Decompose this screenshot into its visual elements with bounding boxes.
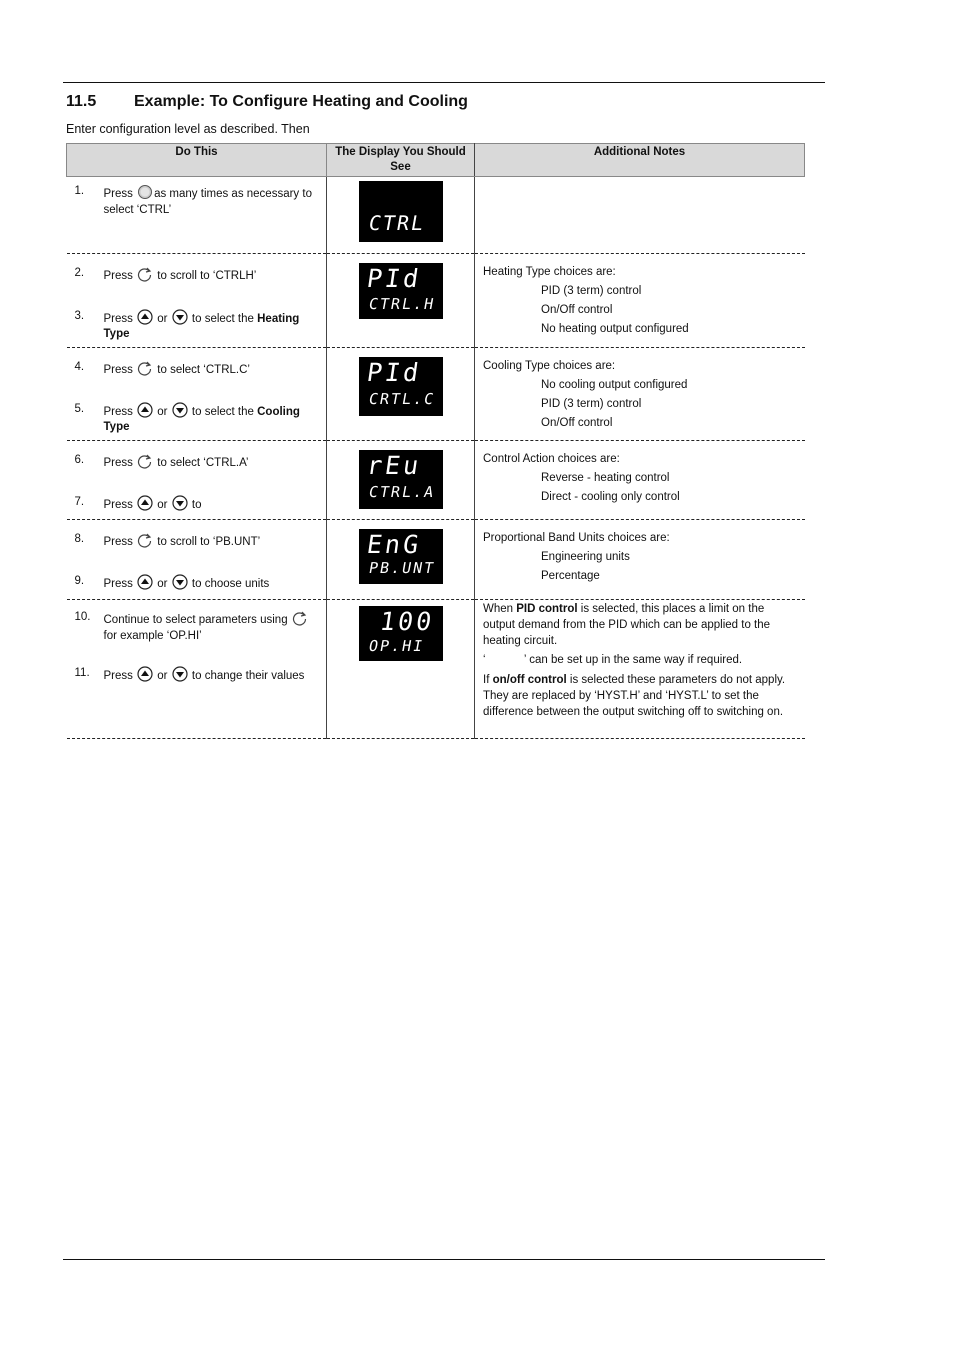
step-text: or bbox=[154, 498, 171, 511]
step-number: 2. bbox=[74, 267, 85, 279]
page-button-icon bbox=[136, 184, 154, 200]
table-row bbox=[67, 520, 805, 600]
raise-button-icon bbox=[136, 666, 154, 682]
scroll-button-icon bbox=[136, 360, 154, 376]
header-do-this: Do This bbox=[67, 144, 327, 177]
step-text: to select ‘CTRL.A’ bbox=[154, 457, 249, 469]
notes-bold-text: PID control bbox=[516, 603, 578, 615]
step-text: to select the bbox=[188, 405, 258, 418]
scroll-button-icon bbox=[136, 453, 154, 469]
notes-item: No cooling output configured bbox=[541, 379, 688, 391]
notes-item: On/Off control bbox=[541, 417, 613, 429]
raise-button-icon bbox=[136, 309, 154, 325]
notes-block bbox=[483, 529, 805, 586]
step-number: 1. bbox=[74, 185, 85, 197]
notes-block bbox=[483, 263, 805, 339]
step-text: or bbox=[154, 312, 171, 325]
step-number: 10. bbox=[74, 611, 91, 623]
steps-table bbox=[66, 143, 805, 739]
notes-cell bbox=[475, 441, 805, 520]
notes-cell bbox=[475, 254, 805, 348]
notes-block bbox=[483, 450, 805, 507]
step-number: 6. bbox=[74, 454, 85, 466]
notes-cell bbox=[475, 600, 805, 739]
step-item bbox=[67, 360, 327, 379]
notes-paragraph: ‘ ’ can be set up in the same way if required. bbox=[483, 654, 743, 667]
top-rule bbox=[63, 82, 825, 83]
step-number: 9. bbox=[74, 574, 85, 587]
step-item bbox=[67, 532, 327, 551]
notes-text: When bbox=[483, 603, 517, 615]
lcd-top: PId bbox=[364, 264, 423, 293]
notes-bold-text: on/off control bbox=[492, 674, 567, 687]
do-this-cell bbox=[67, 348, 327, 441]
lower-button-icon bbox=[171, 495, 189, 511]
step-text: Press bbox=[103, 270, 137, 282]
step-number: 11. bbox=[74, 667, 90, 679]
step-item bbox=[67, 666, 327, 685]
display-cell bbox=[327, 600, 475, 739]
notes-item: Percentage bbox=[541, 570, 600, 582]
notes-title: Control Action choices are: bbox=[483, 453, 620, 465]
step-number: 7. bbox=[74, 495, 85, 508]
lcd-bottom: OP.HI bbox=[366, 637, 426, 655]
step-text: Press bbox=[103, 312, 137, 325]
intro-text: Enter configuration level as described. Then bbox=[66, 122, 310, 136]
lcd-top: EnG bbox=[364, 530, 423, 559]
display-cell bbox=[327, 348, 475, 441]
lcd-bottom: CRTL.C bbox=[366, 390, 437, 408]
step-number: 8. bbox=[74, 533, 85, 545]
notes-block bbox=[483, 602, 805, 721]
step-text: to select the bbox=[188, 312, 258, 325]
header-display: The Display You Should See bbox=[327, 144, 475, 177]
do-this-cell bbox=[67, 520, 327, 600]
lower-button-icon bbox=[171, 574, 189, 590]
lower-button-icon bbox=[171, 666, 189, 682]
step-text: as many times as necessary to select ‘CTRL’ bbox=[103, 188, 312, 216]
notes-item: No heating output configured bbox=[541, 323, 689, 335]
do-this-cell bbox=[67, 441, 327, 520]
step-item bbox=[67, 402, 327, 436]
step-text: Press bbox=[103, 405, 137, 418]
lower-button-icon bbox=[171, 402, 189, 418]
notes-text: is selected these parameters do not apply. They are replaced by ‘HYST.H’ and ‘HYST.L’ to set the difference between the output switching off to switching on. bbox=[483, 674, 786, 718]
raise-button-icon bbox=[136, 402, 154, 418]
table-row bbox=[67, 177, 805, 254]
step-item bbox=[67, 266, 327, 285]
raise-button-icon bbox=[136, 495, 154, 511]
table-row bbox=[67, 254, 805, 348]
step-text: to scroll to ‘CTRLH’ bbox=[154, 270, 257, 282]
table-row bbox=[67, 600, 805, 739]
step-text: Press bbox=[103, 536, 137, 548]
step-item bbox=[67, 610, 327, 644]
lcd-display bbox=[359, 181, 443, 242]
step-text: for example ‘OP.HI’ bbox=[103, 629, 202, 642]
step-bold-text: Cooling Type bbox=[103, 405, 300, 433]
step-text: to scroll to ‘PB.UNT’ bbox=[154, 536, 261, 548]
notes-cell bbox=[475, 348, 805, 441]
do-this-cell bbox=[67, 177, 327, 254]
lcd-bottom: CTRL bbox=[366, 211, 427, 235]
display-cell bbox=[327, 520, 475, 600]
display-cell bbox=[327, 254, 475, 348]
section-number: 11.5 bbox=[66, 93, 97, 110]
lcd-bottom: PB.UNT bbox=[366, 559, 437, 577]
step-item bbox=[67, 453, 327, 472]
step-text: Press bbox=[103, 577, 137, 590]
lcd-top: 100 bbox=[378, 607, 437, 636]
step-text: to select ‘CTRL.C’ bbox=[154, 364, 250, 376]
lcd-display bbox=[359, 606, 443, 661]
do-this-cell bbox=[67, 600, 327, 739]
notes-item: On/Off control bbox=[541, 304, 613, 316]
step-text: to bbox=[188, 498, 202, 511]
header-notes: Additional Notes bbox=[475, 144, 805, 177]
do-this-cell bbox=[67, 254, 327, 348]
step-text: or bbox=[154, 670, 171, 682]
notes-cell bbox=[475, 177, 805, 254]
step-item bbox=[67, 574, 327, 593]
table-row bbox=[67, 441, 805, 520]
notes-title: Heating Type choices are: bbox=[483, 266, 616, 278]
section-title: Example: To Configure Heating and Cooling bbox=[134, 93, 468, 110]
lcd-display bbox=[359, 450, 443, 509]
notes-cell bbox=[475, 520, 805, 600]
display-cell bbox=[327, 177, 475, 254]
notes-paragraph bbox=[483, 673, 791, 720]
table-row bbox=[67, 348, 805, 441]
scroll-button-icon bbox=[291, 610, 309, 626]
notes-block bbox=[483, 357, 805, 433]
notes-paragraph bbox=[483, 602, 791, 649]
notes-title: Proportional Band Units choices are: bbox=[483, 532, 670, 544]
step-item bbox=[67, 495, 327, 514]
step-item bbox=[67, 309, 327, 343]
lcd-top: rEu bbox=[364, 451, 423, 480]
notes-item: PID (3 term) control bbox=[541, 285, 642, 297]
lcd-top: PId bbox=[364, 358, 423, 387]
raise-button-icon bbox=[136, 574, 154, 590]
scroll-button-icon bbox=[136, 266, 154, 282]
step-text: or bbox=[154, 405, 171, 418]
step-text: Continue to select parameters using bbox=[103, 614, 291, 626]
notes-item: Engineering units bbox=[541, 551, 630, 563]
step-text: Press bbox=[103, 457, 137, 469]
step-item bbox=[67, 184, 327, 218]
step-number: 4. bbox=[74, 361, 85, 373]
lcd-display bbox=[359, 357, 443, 416]
scroll-button-icon bbox=[136, 532, 154, 548]
lower-button-icon bbox=[171, 309, 189, 325]
display-cell bbox=[327, 441, 475, 520]
lcd-display bbox=[359, 529, 443, 584]
lcd-display bbox=[359, 263, 443, 319]
step-text: or bbox=[154, 577, 171, 590]
bottom-rule bbox=[63, 1259, 825, 1260]
notes-text: is selected, this places a limit on the output demand from the PID which can be applied to the heating circuit. bbox=[483, 603, 771, 647]
step-text: Press bbox=[103, 364, 137, 376]
step-text: Press bbox=[103, 188, 137, 200]
step-text: Press bbox=[103, 670, 137, 682]
notes-title: Cooling Type choices are: bbox=[483, 360, 616, 372]
step-text: to change their values bbox=[188, 670, 305, 682]
step-bold-text: Heating Type bbox=[103, 312, 300, 340]
lcd-bottom: CTRL.A bbox=[366, 483, 437, 501]
step-number: 3. bbox=[74, 309, 85, 322]
step-number: 5. bbox=[74, 402, 85, 415]
step-text: to choose units bbox=[188, 577, 270, 590]
notes-item: Direct - cooling only control bbox=[541, 491, 680, 503]
step-text: Press bbox=[103, 498, 137, 511]
notes-text: If bbox=[483, 674, 493, 687]
notes-item: Reverse - heating control bbox=[541, 472, 670, 484]
notes-item: PID (3 term) control bbox=[541, 398, 642, 410]
lcd-bottom: CTRL.H bbox=[366, 295, 437, 313]
